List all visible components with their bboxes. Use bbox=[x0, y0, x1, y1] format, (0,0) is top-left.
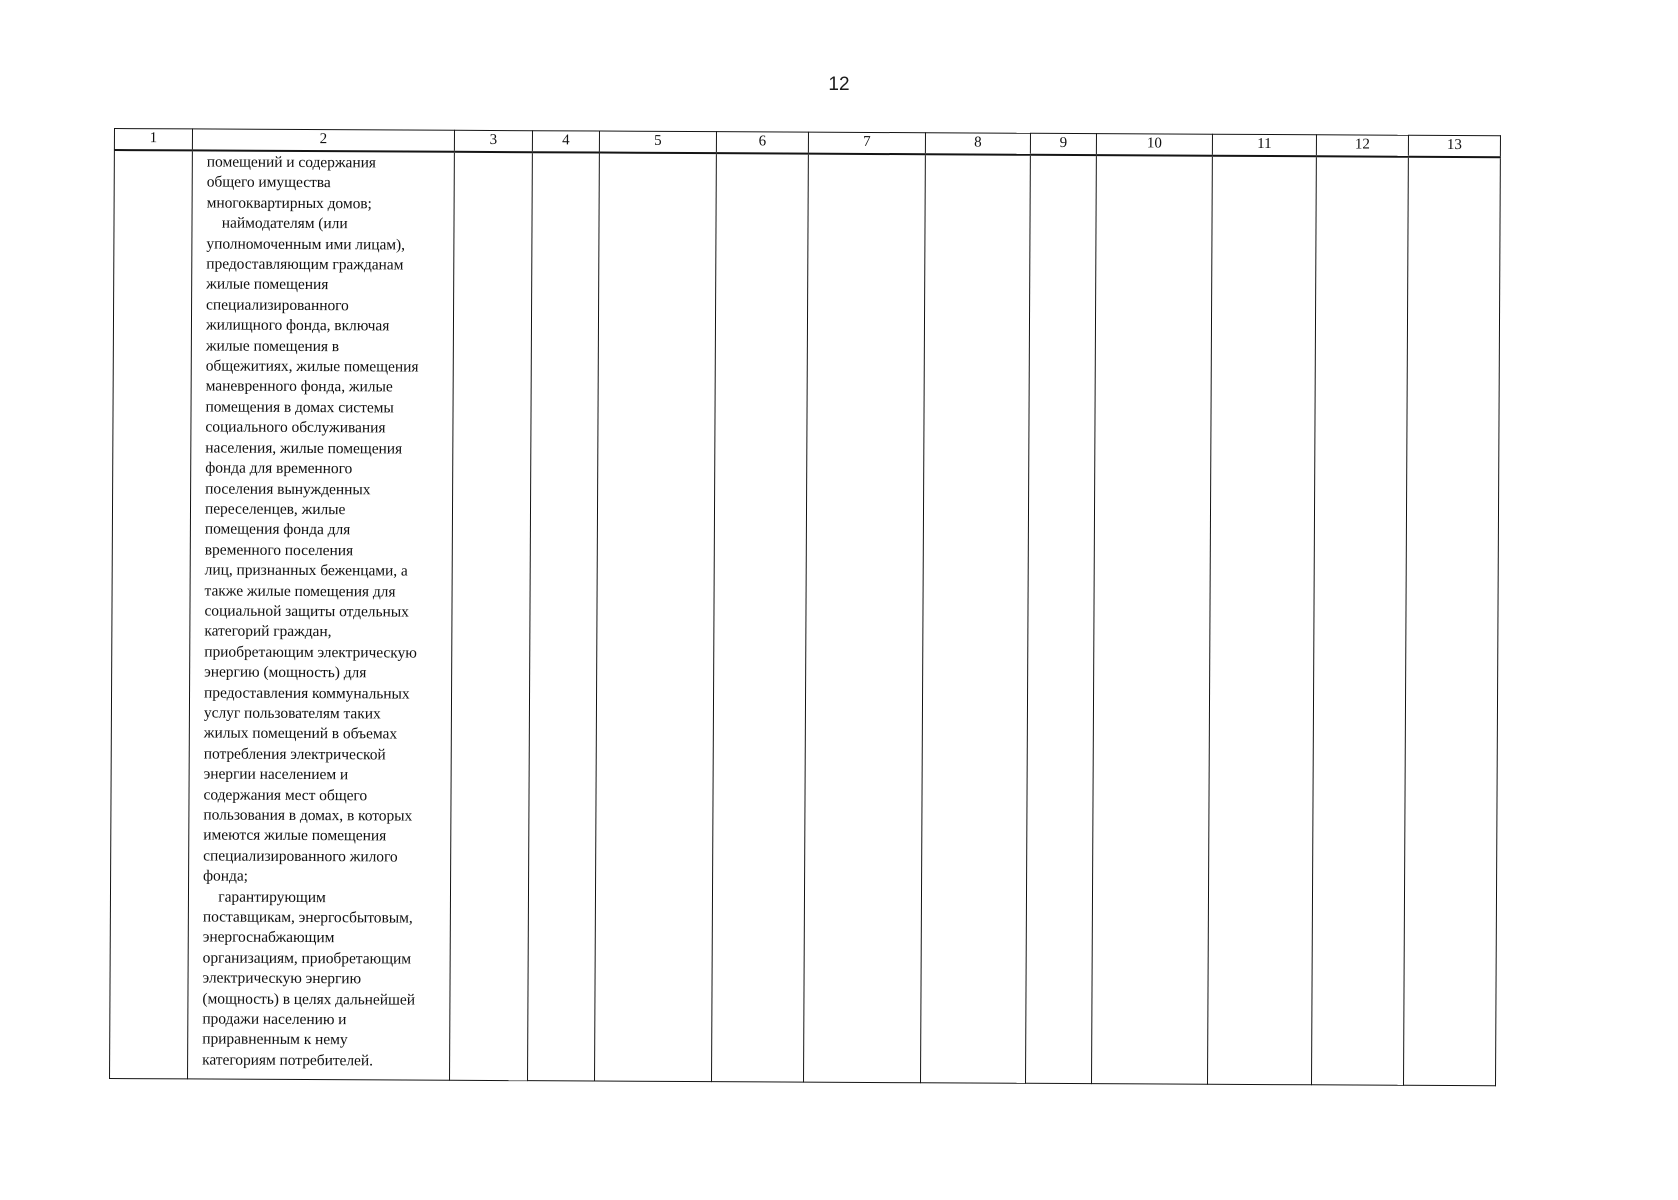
column-header-5: 5 bbox=[599, 131, 716, 153]
table-cell-col-11 bbox=[1208, 156, 1317, 1085]
column-header-8: 8 bbox=[925, 133, 1030, 155]
column-header-7: 7 bbox=[808, 132, 925, 154]
column-header-12: 12 bbox=[1316, 135, 1408, 157]
table-cell-col-3 bbox=[450, 152, 533, 1081]
column-header-4: 4 bbox=[532, 131, 599, 153]
table-cell-col-8 bbox=[921, 154, 1031, 1083]
table-cell-col-6 bbox=[712, 153, 809, 1082]
table-cell-col-1 bbox=[110, 150, 193, 1079]
table-cell-col-2: помещений и содержания общего имущества многоквартирных домов; наймодателям (или уполномоченным ими лицам), предоставляющим гражданам жилые помещения специализированного жилищного фонда, включая жилые помещения в общежитиях, жилые помещения маневренного фонда, жилые помещения в домах системы социального обслуживания населения, жилые помещения фонда для временного поселения вынужденных переселенцев, жилые помещения фонда для временного поселения лиц, признанных беженцами, а также жилые помещения для социальной защиты отдельных категорий граждан, приобретающим электрическую энергию (мощность) для предоставления коммунальных услуг пользователям таких жилых помещений в объемах потребления электрической энергии населением и содержания мест общего пользования в домах, в которых имеются жилые помещения специализированного жилого фонда; гарантирующим поставщикам, энергосбытовым, энергоснабжающим организациям, приобретающим электрическую энергию (мощность) в целях дальнейшей продажи населению и приравненным к нему категориям потребителей. bbox=[188, 150, 455, 1080]
page-number: 12 bbox=[828, 74, 850, 95]
column-header-9: 9 bbox=[1030, 133, 1096, 155]
column-header-11: 11 bbox=[1212, 134, 1316, 156]
table-row bbox=[110, 150, 1501, 1086]
table-cell-col-13 bbox=[1404, 157, 1501, 1086]
column-header-1: 1 bbox=[114, 129, 192, 151]
column-header-3: 3 bbox=[454, 130, 532, 152]
table-cell-col-12 bbox=[1312, 156, 1409, 1085]
table-cell-col-10 bbox=[1092, 155, 1213, 1084]
column-header-6: 6 bbox=[716, 132, 808, 154]
table-cell-col-9 bbox=[1026, 155, 1097, 1084]
table-cell-col-7 bbox=[804, 154, 926, 1083]
table-cell-col-5 bbox=[595, 153, 717, 1082]
data-table bbox=[109, 128, 1501, 1086]
table-cell-col-4 bbox=[528, 152, 600, 1081]
column-header-10: 10 bbox=[1096, 134, 1212, 156]
column-header-2: 2 bbox=[192, 129, 454, 152]
column-header-13: 13 bbox=[1408, 135, 1500, 157]
